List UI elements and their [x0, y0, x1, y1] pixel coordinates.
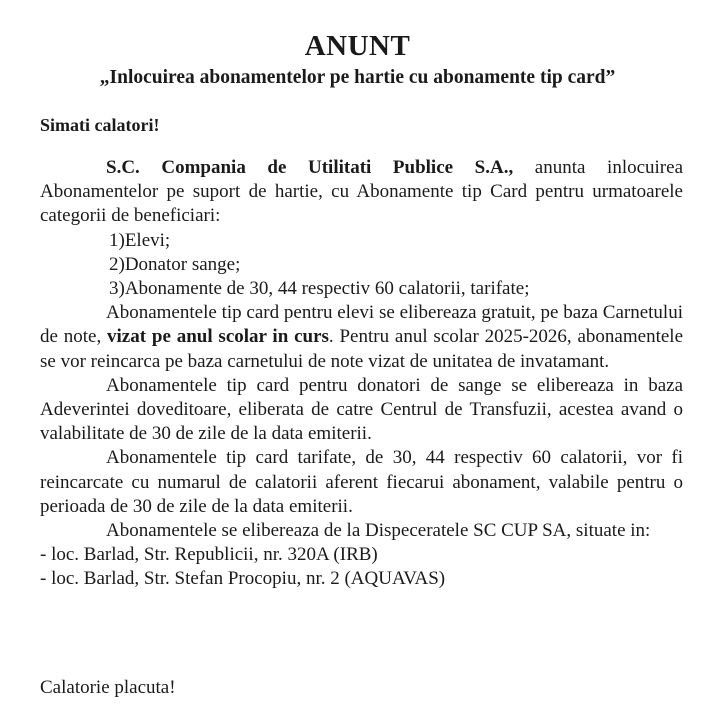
company-name: S.C. Compania de Utilitati Publice S.A.,	[106, 157, 514, 178]
students-text-before: Abonamentele tip card pentru elevi se elibereaza gratuit, pe baza Carnetului de note,	[40, 302, 683, 348]
intro-paragraph	[40, 156, 683, 229]
address-item: - loc. Barlad, Str. Republicii, nr. 320A (IRB)	[40, 544, 378, 566]
closing-line: Calatorie placuta!	[40, 677, 176, 698]
document-subtitle: „Inlocuirea abonamentelor pe hartie cu abonamente tip card”	[99, 67, 616, 88]
students-text-after: . Pentru anul scolar 2025-2026, abonamentele se vor reincarca pe baza carnetului de note vizat de unitatea de invatamant.	[40, 326, 683, 372]
category-item: 2)Donator sange;	[109, 253, 241, 275]
students-paragraph	[40, 301, 683, 374]
category-item: 1)Elevi;	[109, 229, 171, 251]
category-item: 3)Abonamente de 30, 44 respectiv 60 calatorii, tarifate;	[109, 278, 530, 300]
intro-text: anunta inlocuirea Abonamentelor pe suport de hartie, cu Abonamente tip Card pentru urmatoarele categorii de beneficiari:	[40, 157, 684, 227]
donors-paragraph: Abonamentele tip card pentru donatori de sange se elibereaza in baza Adeverintei doveditoare, eliberata de catre Centrul de Transfuzii, acestea avand o valabilitate de 30 de zile de la data emiterii.	[40, 374, 683, 445]
paid-paragraph: Abonamentele tip card tarifate, de 30, 44 respectiv 60 calatorii, vor fi reincarcate cu numarul de calatorii aferent fiecarui abonament, valabile pentru o perioada de 30 de zile de la data emiterii.	[40, 447, 683, 517]
address-item: - loc. Barlad, Str. Stefan Procopiu, nr. 2 (AQUAVAS)	[40, 568, 446, 590]
document-title: ANUNT	[304, 30, 411, 62]
announcement-body	[40, 156, 683, 592]
address-list	[40, 543, 683, 591]
students-text-bold: vizat pe anul scolar in curs	[107, 326, 329, 348]
category-list	[40, 229, 683, 302]
greeting: Simati calatori!	[40, 115, 160, 135]
issue-paragraph: Abonamentele se elibereaza de la Dispeceratele SC CUP SA, situate in:	[106, 520, 651, 542]
